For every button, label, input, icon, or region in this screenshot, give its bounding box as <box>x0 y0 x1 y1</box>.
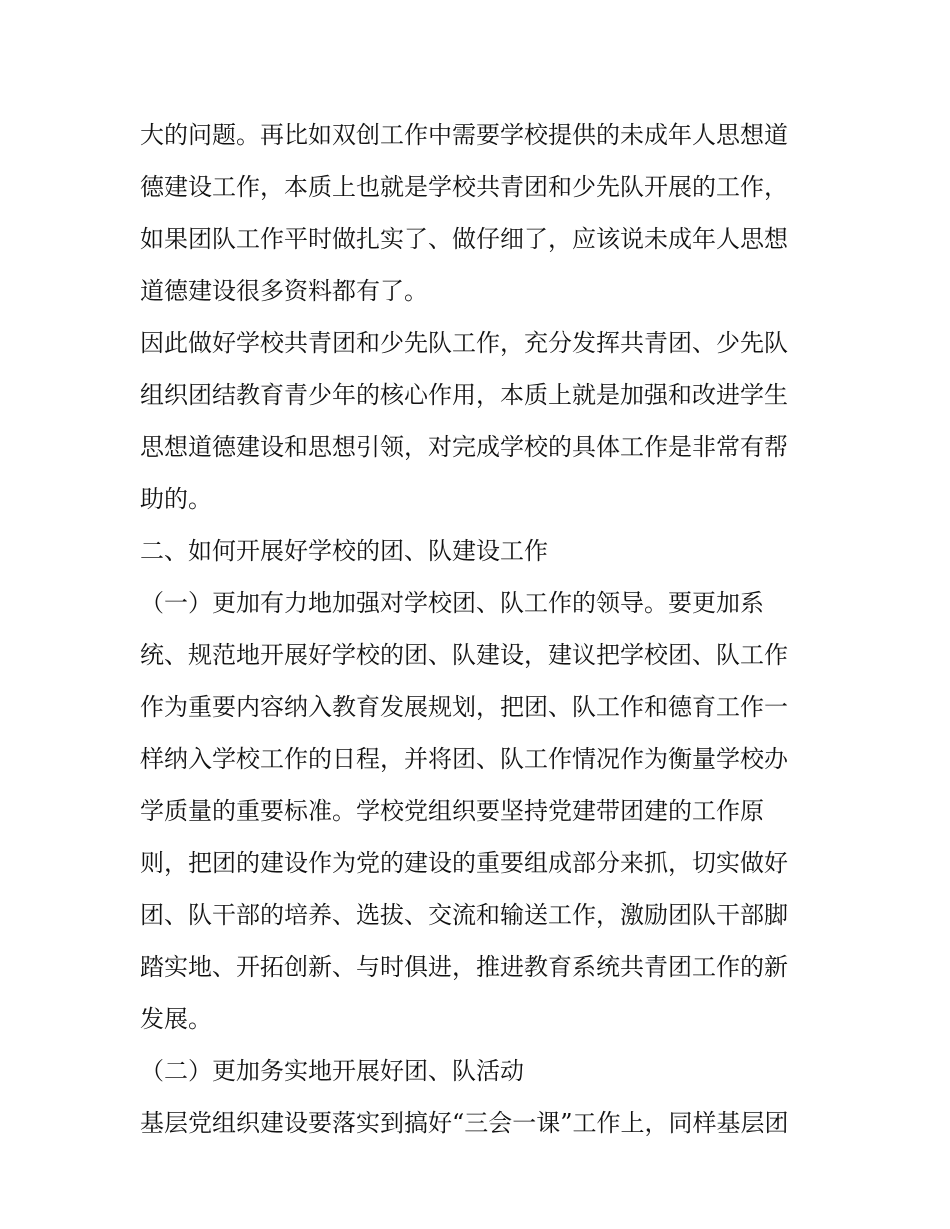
text-line: 组织团结教育青少年的核心作用，本质上就是加强和改进学生 <box>140 381 788 409</box>
text-line: 因此做好学校共青团和少先队工作，充分发挥共青团、少先队 <box>140 329 788 357</box>
subsection-heading: （二）更加务实地开展好团、队活动 <box>140 1057 524 1085</box>
text-line: 则，把团的建设作为党的建设的重要组成部分来抓，切实做好 <box>140 849 788 877</box>
text-line: 道德建设很多资料都有了。 <box>140 277 428 305</box>
section-heading: 二、如何开展好学校的团、队建设工作 <box>140 537 548 565</box>
text-line: 如果团队工作平时做扎实了、做仔细了，应该说未成年人思想 <box>140 225 788 253</box>
text-line: 发展。 <box>140 1005 212 1033</box>
text-line: 助的。 <box>140 485 212 513</box>
document-body <box>140 109 820 1149</box>
text-line: 踏实地、开拓创新、与时俱进，推进教育系统共青团工作的新 <box>140 953 788 981</box>
text-line: 团、队干部的培养、选拔、交流和输送工作，激励团队干部脚 <box>140 901 788 929</box>
text-line: 学质量的重要标准。学校党组织要坚持党建带团建的工作原 <box>140 797 764 825</box>
text-line: 样纳入学校工作的日程，并将团、队工作情况作为衡量学校办 <box>140 745 788 773</box>
text-line: 德建设工作，本质上也就是学校共青团和少先队开展的工作， <box>140 173 788 201</box>
text-line: 思想道德建设和思想引领，对完成学校的具体工作是非常有帮 <box>140 433 788 461</box>
subsection-heading: （一）更加有力地加强对学校团、队工作的领导。要更加系 <box>140 589 764 617</box>
text-line: 基层党组织建设要落实到搞好“三会一课”工作上，同样基层团 <box>140 1109 789 1137</box>
text-line: 作为重要内容纳入教育发展规划，把团、队工作和德育工作一 <box>140 693 788 721</box>
text-line: 统、规范地开展好学校的团、队建设，建议把学校团、队工作 <box>140 641 788 669</box>
text-line: 大的问题。再比如双创工作中需要学校提供的未成年人思想道 <box>140 121 788 149</box>
